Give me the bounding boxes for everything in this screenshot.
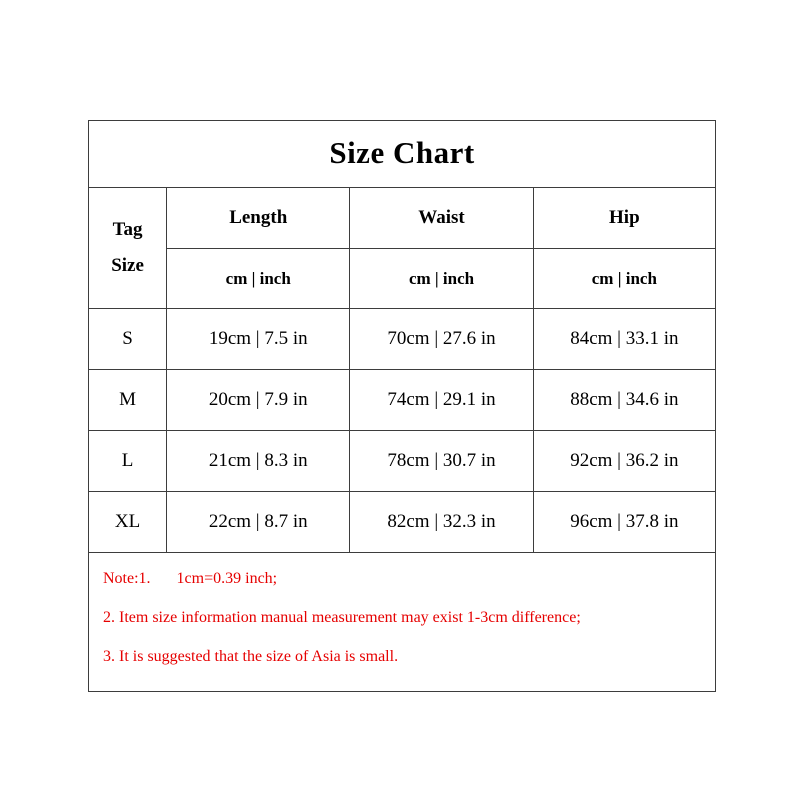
table-row [89,309,716,370]
table-row [89,492,716,553]
tag-size-header-line2: Size [111,255,144,276]
size-table-header [89,188,716,309]
note-line-2: 2. Item size information manual measurement may exist 1-3cm difference; [103,609,581,627]
unit-header-waist: cm | inch [350,249,533,309]
row-waist-value: 78cm | 30.7 in [350,431,533,492]
note-line-1 [103,569,701,588]
row-size-label: L [89,431,167,492]
note-line-3: 3. It is suggested that the size of Asia is small. [103,648,399,666]
table-header-row-main [89,188,716,249]
unit-header-length: cm | inch [167,249,350,309]
column-header-hip: Hip [533,188,715,249]
row-length-value: 22cm | 8.7 in [167,492,350,553]
size-table [88,187,716,553]
note-1-prefix: Note:1. [103,570,151,587]
tag-size-header [89,188,167,309]
row-length-value: 20cm | 7.9 in [167,370,350,431]
row-hip-value: 84cm | 33.1 in [533,309,715,370]
row-size-label: XL [89,492,167,553]
row-hip-value: 88cm | 34.6 in [533,370,715,431]
unit-header-hip: cm | inch [533,249,715,309]
row-length-value: 19cm | 7.5 in [167,309,350,370]
size-chart-container [88,120,716,692]
table-header-row-units [89,249,716,309]
row-waist-value: 70cm | 27.6 in [350,309,533,370]
row-hip-value: 92cm | 36.2 in [533,431,715,492]
row-size-label: S [89,309,167,370]
tag-size-header-line1: Tag [112,218,143,240]
chart-title-row [89,121,715,188]
note-1-text: 1cm=0.39 inch; [176,570,278,587]
table-row [89,370,716,431]
row-hip-value: 96cm | 37.8 in [533,492,715,553]
row-waist-value: 82cm | 32.3 in [350,492,533,553]
column-header-length: Length [167,188,350,249]
column-header-waist: Waist [350,188,533,249]
table-row [89,431,716,492]
row-size-label: M [89,370,167,431]
notes-section [89,553,715,691]
row-waist-value: 74cm | 29.1 in [350,370,533,431]
row-length-value: 21cm | 8.3 in [167,431,350,492]
page-title: Size Chart [329,135,475,170]
size-table-body [89,309,716,553]
